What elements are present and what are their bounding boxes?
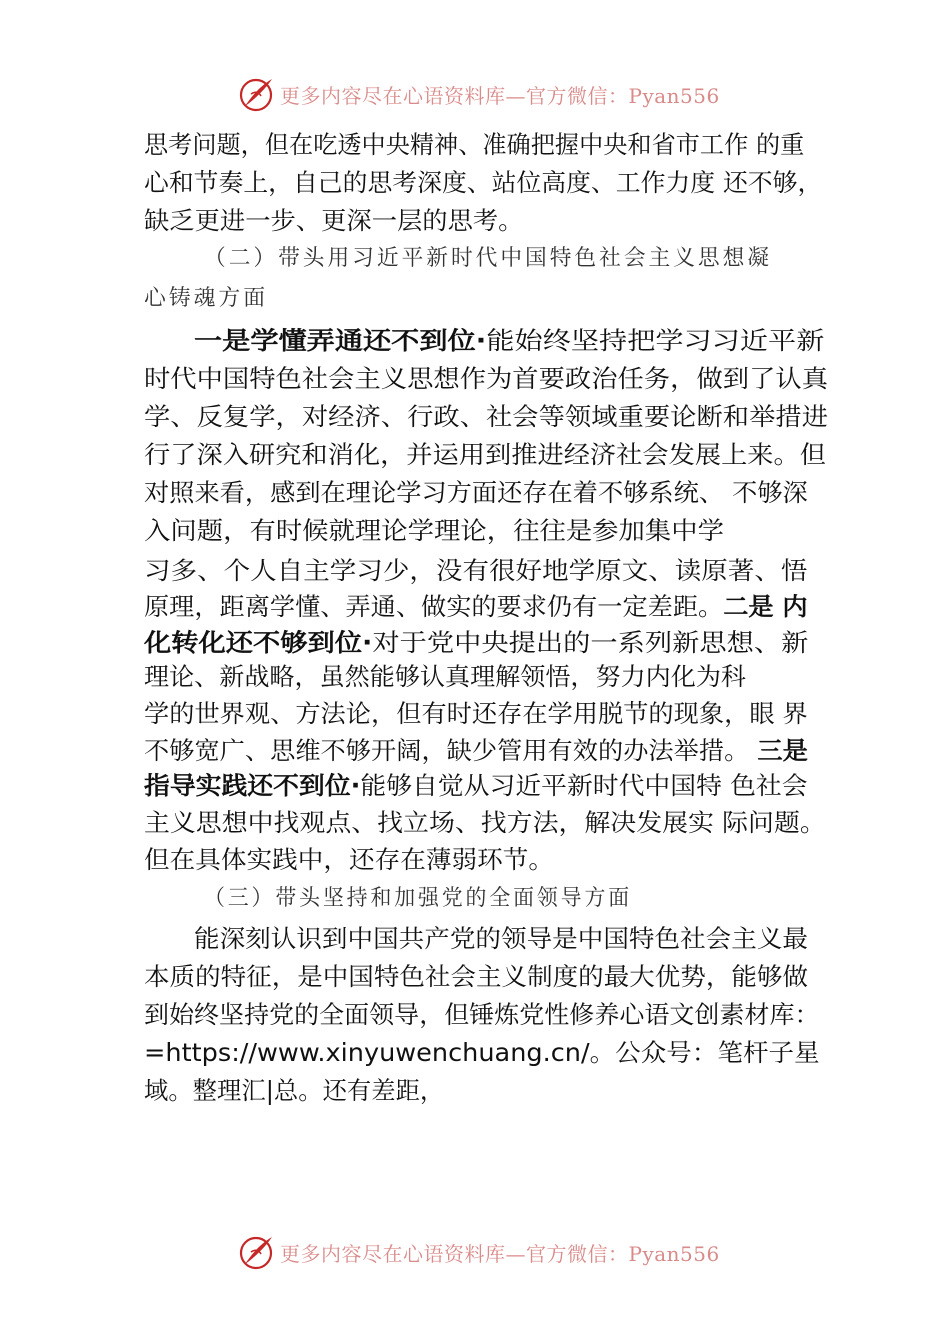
bold-phrase: 指导实践还不到位· — [144, 771, 361, 800]
text-line — [144, 167, 822, 199]
text-line — [144, 698, 808, 730]
text-line — [144, 999, 819, 1031]
text-span: 行了深入研究和消化，并运用到推进经济社会发展上来。但 — [144, 440, 826, 469]
text-span: （三）带头坚持和加强党的全面领导方面 — [204, 886, 633, 911]
text-line — [144, 1075, 444, 1107]
text-span: 时代中国特色社会主义思想作为首要政治任务，做到了认真 — [144, 364, 828, 393]
text-span: 心和节奏上，自己的思考深度、站位高度、工作力度 还不够， — [144, 168, 823, 197]
text-span: 原理，距离学懂、弄通、做实的要求仍有一定差距。 — [144, 592, 724, 621]
watermark-header — [236, 74, 720, 114]
text-span: 入问题，有时候就理论学理论，往往是参加集中学 — [144, 516, 724, 545]
text-line — [144, 961, 808, 993]
quill-circle-logo-icon — [236, 74, 276, 114]
watermark-text: 更多内容尽在心语资料库—官方微信：Pyan556 — [280, 83, 720, 108]
text-span: 思考问题，但在吃透中央精神、准确把握中央和省市工作 的重 — [144, 130, 805, 159]
text-line — [144, 807, 826, 839]
text-span: 心铸魂方面 — [144, 286, 269, 311]
bold-phrase: 一是学懂弄通还不到位· — [194, 326, 487, 355]
watermark-text: 更多内容尽在心语资料库—官方微信：Pyan556 — [280, 1241, 720, 1266]
bold-phrase: 二是 内 — [723, 592, 808, 621]
text-span: 但在具体实践中，还存在薄弱环节。 — [144, 845, 554, 874]
text-span: 能始终坚持把学习习近平新 — [486, 326, 825, 355]
text-line — [144, 439, 826, 471]
watermark-footer — [236, 1232, 720, 1272]
text-span: 学的世界观、方法论，但有时还存在学用脱节的现象，眼 界 — [144, 699, 808, 728]
text-line — [144, 363, 828, 395]
text-line — [144, 477, 808, 509]
text-line — [144, 555, 807, 587]
text-line — [144, 515, 724, 547]
text-span: 能深刻认识到中国共产党的领导是中国特色社会主义最 — [194, 924, 808, 953]
text-span: 学、反复学，对经济、行政、社会等领域重要论断和举措进 — [144, 402, 828, 431]
text-span: 理论、新战略，虽然能够认真理解领悟，努力内化为科 — [144, 662, 746, 691]
text-line — [144, 844, 554, 876]
text-span: 到始终坚持党的全面领导，但锤炼党性修养心语文创素材库： — [144, 1000, 820, 1029]
text-span: 不够宽广、思维不够开阔，缺少管用有效的办法举措。 — [144, 736, 758, 765]
text-span: 主义思想中找观点、找立场、找方法，解决发展实 际问题。 — [144, 808, 826, 837]
text-line — [194, 325, 824, 357]
text-line — [204, 243, 772, 275]
text-line — [144, 205, 523, 237]
text-span: 缺乏更进一步、更深一层的思考。 — [144, 206, 524, 235]
text-line — [144, 129, 804, 161]
bold-phrase: 化转化还不够到位· — [144, 628, 373, 657]
text-line — [144, 401, 828, 433]
text-span: （二）带头用习近平新时代中国特色社会主义思想凝 — [204, 246, 773, 271]
text-line — [144, 661, 746, 693]
text-span: 对照来看，感到在理论学习方面还存在着不够系统、 不够深 — [144, 478, 808, 507]
text-span: 对于党中央提出的一系列新思想、新 — [372, 628, 809, 657]
text-line — [144, 735, 808, 767]
text-line — [144, 770, 808, 802]
text-line — [144, 283, 268, 315]
quill-circle-logo-icon — [236, 1232, 276, 1272]
text-span: 域。整理汇|总。还有差距， — [144, 1076, 445, 1105]
text-span: 习多、个人自主学习少，没有很好地学原文、读原著、悟 — [144, 556, 808, 585]
text-span: 能够自觉从习近平新时代中国特 色社会 — [360, 771, 808, 800]
text-span: 本质的特征，是中国特色社会主义制度的最大优势，能够做 — [144, 962, 808, 991]
bold-phrase: 三是 — [757, 736, 808, 765]
text-line — [204, 883, 632, 915]
text-line — [144, 627, 808, 659]
text-span: =https://www.xinyuwenchuang.cn/。公众号：笔杆子星 — [144, 1038, 820, 1067]
text-line — [194, 923, 808, 955]
text-line — [144, 1037, 820, 1069]
text-line — [144, 591, 808, 623]
